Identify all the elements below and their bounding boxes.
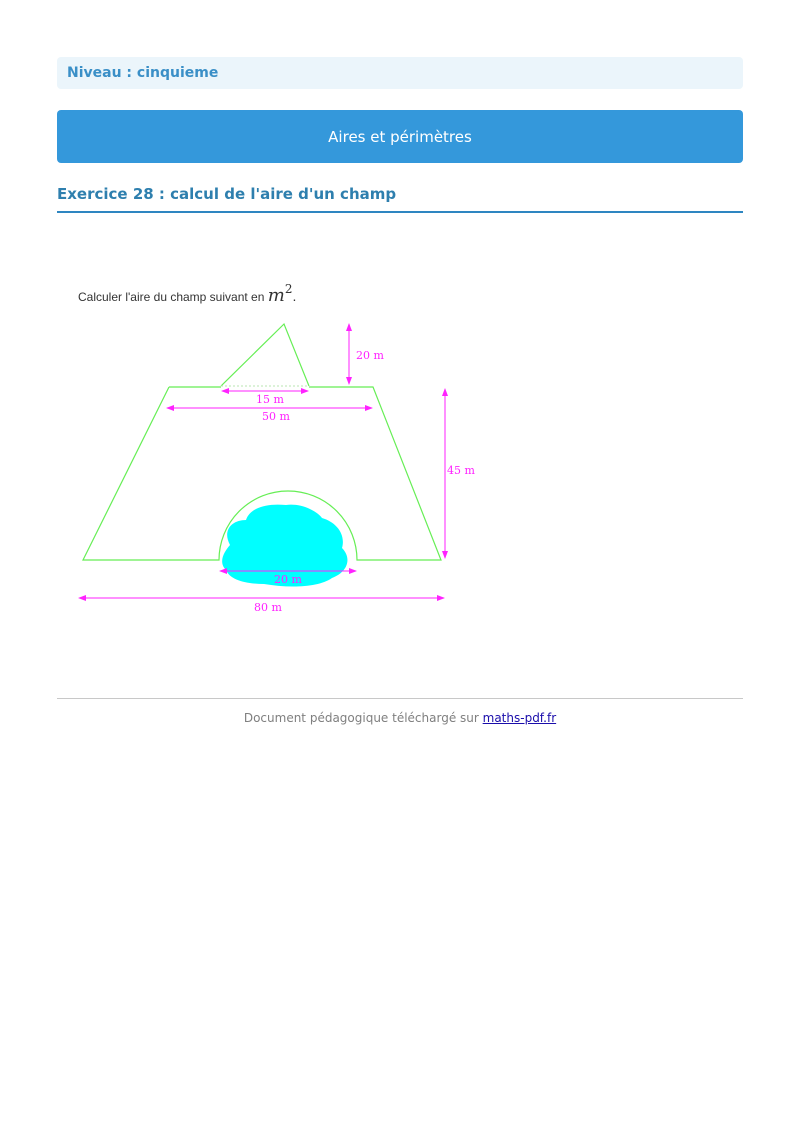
dim-semicircle-label: 20 m — [274, 573, 302, 586]
dim-triangle-base-label: 15 m — [256, 393, 284, 406]
dim-top-base-label: 50 m — [262, 410, 290, 423]
triangle-outline — [221, 324, 309, 386]
level-label: Niveau : cinquieme — [67, 65, 219, 81]
topic-title: Aires et périmètres — [328, 127, 472, 146]
dim-triangle-height-label: 20 m — [356, 349, 384, 362]
footer — [0, 711, 800, 725]
footer-link[interactable]: maths-pdf.fr — [482, 711, 557, 725]
footer-text: Document pédagogique téléchargé sur — [243, 711, 483, 725]
footer-divider — [57, 698, 743, 699]
instruction-text: Calculer l'aire du champ suivant en m2. — [78, 282, 297, 306]
dim-trapezoid-height-label: 45 m — [447, 464, 475, 477]
exercise-title: Exercice 28 : calcul de l'aire d'un champ — [57, 185, 397, 203]
dim-bottom-base-label: 80 m — [254, 601, 282, 614]
